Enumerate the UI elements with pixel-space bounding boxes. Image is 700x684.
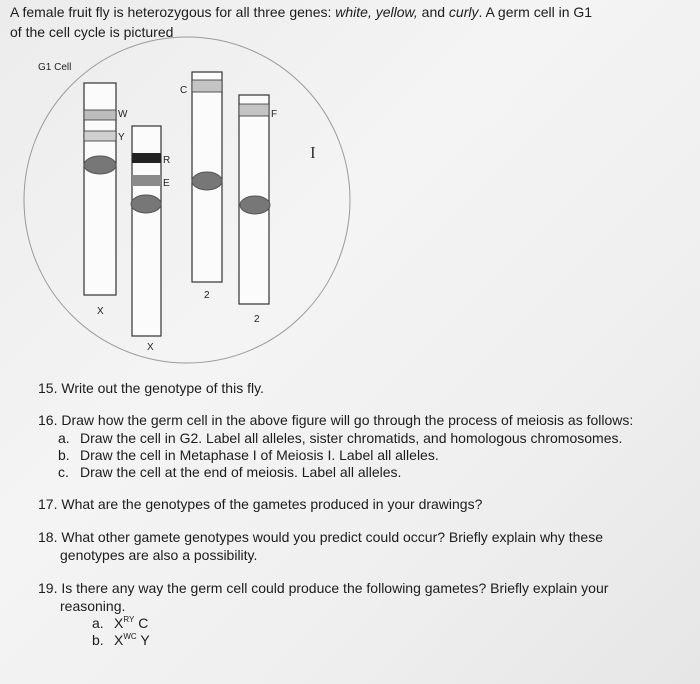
- allele-label-f: F: [271, 109, 278, 120]
- question-17: 17. What are the genotypes of the gametes produced in your drawings?: [38, 496, 483, 512]
- chromosome-label-2-2: 2: [254, 314, 260, 325]
- centromere: [240, 196, 270, 214]
- intro-line-2: of the cell cycle is pictured: [10, 24, 174, 40]
- chromosome-label-2-1: 2: [204, 290, 210, 301]
- question-19-line-2: reasoning.: [60, 598, 126, 614]
- question-16a-number: a.: [58, 430, 70, 446]
- question-18-line-2: genotypes are also a possibility.: [60, 547, 258, 563]
- allele-label-e: E: [163, 178, 170, 189]
- text-cursor-icon: I: [310, 143, 316, 162]
- question-16c: Draw the cell at the end of meiosis. Label all alleles.: [80, 464, 402, 480]
- gamete-19b-superscript: WC: [123, 632, 137, 641]
- question-16a: Draw the cell in G2. Label all alleles, sister chromatids, and homologous chromosomes.: [80, 430, 623, 446]
- question-16: 16. Draw how the germ cell in the above figure will go through the process of meiosis as follows:: [38, 412, 634, 428]
- intro-text-c: . A germ cell in G1: [478, 4, 593, 20]
- question-15: 15. Write out the genotype of this fly.: [38, 380, 264, 396]
- gamete-19a-base: X: [114, 615, 124, 631]
- gamete-19b: [114, 632, 150, 649]
- chromosome-x-1: [84, 83, 116, 295]
- question-19-line-1: 19. Is there any way the germ cell could produce the following gametes? Briefly explain your: [38, 580, 609, 596]
- chromosome-2-1: [192, 72, 222, 282]
- intro-curly: curly: [448, 4, 479, 20]
- question-16b-number: b.: [58, 447, 70, 463]
- gamete-19a-tail: C: [138, 615, 149, 631]
- intro-text-a: A female fruit fly is heterozygous for all three genes:: [10, 4, 336, 20]
- gamete-19b-base: X: [114, 632, 124, 648]
- intro-text-b: and: [417, 4, 449, 20]
- question-18-line-1: 18. What other gamete genotypes would you predict could occur? Briefly explain why these: [38, 529, 603, 545]
- cell-label: G1 Cell: [38, 62, 72, 73]
- intro-genes: white, yellow,: [335, 4, 418, 20]
- question-16b: Draw the cell in Metaphase I of Meiosis I. Label all alleles.: [80, 447, 439, 463]
- gamete-19a: [114, 615, 148, 632]
- question-19a-number: a.: [92, 615, 104, 631]
- gamete-19a-superscript: RY: [123, 615, 135, 624]
- chromosome-label-x-1: X: [97, 306, 104, 317]
- chromosome-x-2: [131, 126, 161, 336]
- allele-label-c: C: [180, 85, 188, 96]
- allele-band-c: [192, 80, 222, 92]
- centromere: [192, 172, 222, 190]
- chromosome-2-2: [239, 95, 270, 304]
- question-19b-number: b.: [92, 632, 104, 648]
- centromere: [84, 156, 116, 174]
- allele-label-r: R: [163, 155, 171, 166]
- chromosome-label-x-2: X: [147, 342, 154, 353]
- question-16c-number: c.: [58, 464, 69, 480]
- allele-label-y: Y: [118, 132, 125, 143]
- allele-band-r: [132, 153, 161, 163]
- gamete-19b-tail: Y: [140, 632, 150, 648]
- allele-band-f: [239, 104, 269, 116]
- allele-band-e: [132, 175, 161, 186]
- allele-band-y: [84, 131, 116, 141]
- allele-band-w: [84, 110, 116, 120]
- allele-label-w: W: [118, 109, 128, 120]
- centromere: [131, 195, 161, 213]
